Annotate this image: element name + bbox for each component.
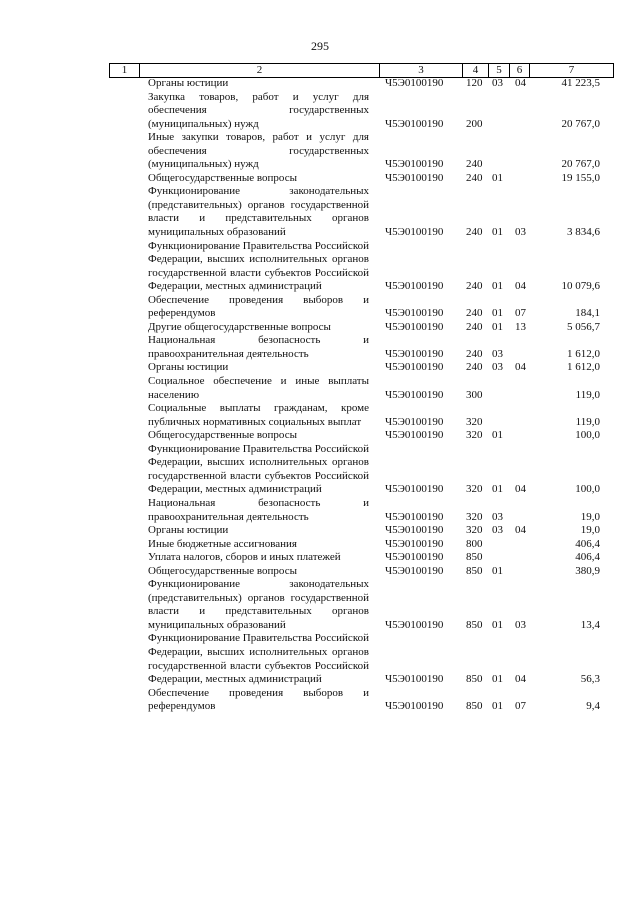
row-section: 03: [492, 361, 503, 374]
row-description: Социальные выплаты гражданам, кроме публичных нормативных социальных выплат: [148, 402, 369, 428]
row-subsection: 07: [515, 700, 526, 713]
row-expense-type: 850: [466, 564, 483, 577]
row-target-code: Ч5Э0100190: [385, 415, 444, 428]
row-target-code: Ч5Э0100190: [385, 77, 444, 89]
row-subsection: 03: [515, 618, 526, 631]
row-target-code: Ч5Э0100190: [385, 537, 444, 550]
row-subsection: 04: [515, 673, 526, 686]
row-description: Общегосударственные вопросы: [148, 564, 297, 577]
row-expense-type: 240: [466, 226, 483, 239]
row-amount: 3 834,6: [567, 226, 600, 239]
table-row: [0, 402, 640, 429]
row-description: Национальная безопасность и правоохранительная деятельность: [148, 334, 369, 360]
row-description: Общегосударственные вопросы: [148, 171, 297, 184]
row-amount: 20 767,0: [561, 158, 600, 171]
row-description: Органы юстиции: [148, 77, 229, 89]
row-amount: 119,0: [575, 415, 600, 428]
table-row: [0, 294, 640, 321]
row-subsection: 04: [515, 77, 526, 89]
header-col-2: 2: [139, 64, 379, 77]
table-row: [0, 443, 640, 497]
header-col-4: 4: [462, 64, 488, 77]
row-target-code: Ч5Э0100190: [385, 673, 444, 686]
row-expense-type: 300: [466, 388, 483, 401]
header-col-5: 5: [488, 64, 509, 77]
row-subsection: 13: [515, 320, 526, 333]
row-description: Органы юстиции: [148, 524, 229, 537]
row-amount: 19,0: [580, 510, 600, 523]
row-expense-type: 240: [466, 347, 483, 360]
row-target-code: Ч5Э0100190: [385, 307, 444, 320]
row-expense-type: 850: [466, 673, 483, 686]
row-target-code: Ч5Э0100190: [385, 171, 444, 184]
row-description: Закупка товаров, работ и услуг для обеспечения государственных (муниципальных) нужд: [148, 90, 369, 130]
table-row: [0, 185, 640, 239]
table-row: [0, 321, 640, 335]
row-expense-type: 320: [466, 524, 483, 537]
row-section: 01: [492, 307, 503, 320]
row-expense-type: 120: [466, 77, 483, 89]
row-amount: 9,4: [586, 700, 600, 713]
table-row: [0, 375, 640, 402]
row-section: 01: [492, 700, 503, 713]
row-section: 01: [492, 320, 503, 333]
table-body: [0, 77, 640, 714]
row-expense-type: 240: [466, 307, 483, 320]
row-target-code: Ч5Э0100190: [385, 551, 444, 564]
row-expense-type: 200: [466, 117, 483, 130]
row-subsection: 04: [515, 280, 526, 293]
table-row: [0, 172, 640, 186]
row-target-code: Ч5Э0100190: [385, 226, 444, 239]
row-amount: 13,4: [580, 618, 600, 631]
header-col-7: 7: [529, 64, 614, 77]
row-expense-type: 240: [466, 171, 483, 184]
row-section: 03: [492, 510, 503, 523]
header-col-1: 1: [109, 64, 139, 77]
row-subsection: 03: [515, 226, 526, 239]
row-amount: 1 612,0: [567, 361, 600, 374]
header-col-3: 3: [379, 64, 462, 77]
row-section: 03: [492, 77, 503, 89]
row-amount: 56,3: [580, 673, 600, 686]
row-amount: 184,1: [575, 307, 600, 320]
row-description: Иные бюджетные ассигнования: [148, 537, 297, 550]
row-target-code: Ч5Э0100190: [385, 524, 444, 537]
row-description: Обеспечение проведения выборов и референдумов: [148, 293, 369, 320]
row-subsection: 04: [515, 483, 526, 496]
row-expense-type: 320: [466, 483, 483, 496]
row-expense-type: 240: [466, 361, 483, 374]
row-section: 01: [492, 171, 503, 184]
row-description: Общегосударственные вопросы: [148, 429, 297, 442]
row-amount: 41 223,5: [561, 77, 600, 89]
table-row: [0, 551, 640, 565]
row-description: Органы юстиции: [148, 361, 229, 374]
row-amount: 406,4: [575, 551, 600, 564]
row-amount: 100,0: [575, 429, 600, 442]
row-expense-type: 800: [466, 537, 483, 550]
row-description: Другие общегосударственные вопросы: [148, 320, 331, 333]
row-target-code: Ч5Э0100190: [385, 280, 444, 293]
table-row: [0, 91, 640, 132]
row-amount: 19,0: [580, 524, 600, 537]
row-amount: 5 056,7: [567, 320, 600, 333]
row-expense-type: 240: [466, 280, 483, 293]
table-row: [0, 131, 640, 172]
row-amount: 1 612,0: [567, 347, 600, 360]
table-row: [0, 524, 640, 538]
table-row: [0, 361, 640, 375]
row-expense-type: 850: [466, 551, 483, 564]
table-row: [0, 578, 640, 632]
row-description: Национальная безопасность и правоохранительная деятельность: [148, 496, 369, 523]
table-row: [0, 632, 640, 686]
row-amount: 119,0: [575, 388, 600, 401]
row-amount: 19 155,0: [561, 171, 600, 184]
row-description: Функционирование законодательных (представительных) органов государственной власти и представительных органов муниципальных образований: [148, 578, 369, 631]
row-expense-type: 850: [466, 700, 483, 713]
row-section: 03: [492, 347, 503, 360]
row-target-code: Ч5Э0100190: [385, 429, 444, 442]
table-row: [0, 334, 640, 361]
row-target-code: Ч5Э0100190: [385, 388, 444, 401]
row-description: Функционирование законодательных (представительных) органов государственной власти и представительных органов муниципальных образований: [148, 185, 369, 239]
table-row: [0, 77, 640, 91]
row-target-code: Ч5Э0100190: [385, 158, 444, 171]
table-row: [0, 687, 640, 714]
row-target-code: Ч5Э0100190: [385, 320, 444, 333]
row-target-code: Ч5Э0100190: [385, 347, 444, 360]
row-section: 03: [492, 524, 503, 537]
row-expense-type: 240: [466, 320, 483, 333]
row-section: 01: [492, 280, 503, 293]
row-expense-type: 850: [466, 618, 483, 631]
row-expense-type: 320: [466, 510, 483, 523]
row-target-code: Ч5Э0100190: [385, 117, 444, 130]
row-description: Функционирование Правительства Российской Федерации, высших исполнительных органов государственной власти субъектов Российской Федерации, местных администраций: [148, 632, 369, 686]
row-amount: 20 767,0: [561, 117, 600, 130]
row-description: Обеспечение проведения выборов и референдумов: [148, 686, 369, 713]
row-expense-type: 320: [466, 415, 483, 428]
row-target-code: Ч5Э0100190: [385, 564, 444, 577]
table-row: [0, 538, 640, 552]
row-section: 01: [492, 673, 503, 686]
row-target-code: Ч5Э0100190: [385, 361, 444, 374]
page-number: 295: [311, 39, 329, 53]
row-target-code: Ч5Э0100190: [385, 618, 444, 631]
row-section: 01: [492, 483, 503, 496]
row-description: Уплата налогов, сборов и иных платежей: [148, 551, 341, 564]
row-section: 01: [492, 564, 503, 577]
row-subsection: 04: [515, 524, 526, 537]
row-section: 01: [492, 618, 503, 631]
row-amount: 10 079,6: [561, 280, 600, 293]
row-description: Функционирование Правительства Российской Федерации, высших исполнительных органов государственной власти субъектов Российской Федерации, местных администраций: [148, 442, 369, 496]
table-row: [0, 497, 640, 524]
row-subsection: 04: [515, 361, 526, 374]
row-target-code: Ч5Э0100190: [385, 700, 444, 713]
table-row: [0, 429, 640, 443]
row-section: 01: [492, 226, 503, 239]
table-row: [0, 565, 640, 579]
row-expense-type: 240: [466, 158, 483, 171]
row-description: Иные закупки товаров, работ и услуг для обеспечения государственных (муниципальных) нужд: [148, 131, 369, 171]
row-amount: 406,4: [575, 537, 600, 550]
table-header: [109, 63, 614, 78]
row-amount: 380,9: [575, 564, 600, 577]
row-amount: 100,0: [575, 483, 600, 496]
row-description: Социальное обеспечение и иные выплаты населению: [148, 375, 369, 401]
row-target-code: Ч5Э0100190: [385, 510, 444, 523]
row-description: Функционирование Правительства Российской Федерации, высших исполнительных органов государственной власти субъектов Российской Федерации, местных администраций: [148, 239, 369, 293]
row-expense-type: 320: [466, 429, 483, 442]
row-target-code: Ч5Э0100190: [385, 483, 444, 496]
header-col-6: 6: [509, 64, 529, 77]
row-subsection: 07: [515, 307, 526, 320]
table-row: [0, 240, 640, 294]
row-section: 01: [492, 429, 503, 442]
